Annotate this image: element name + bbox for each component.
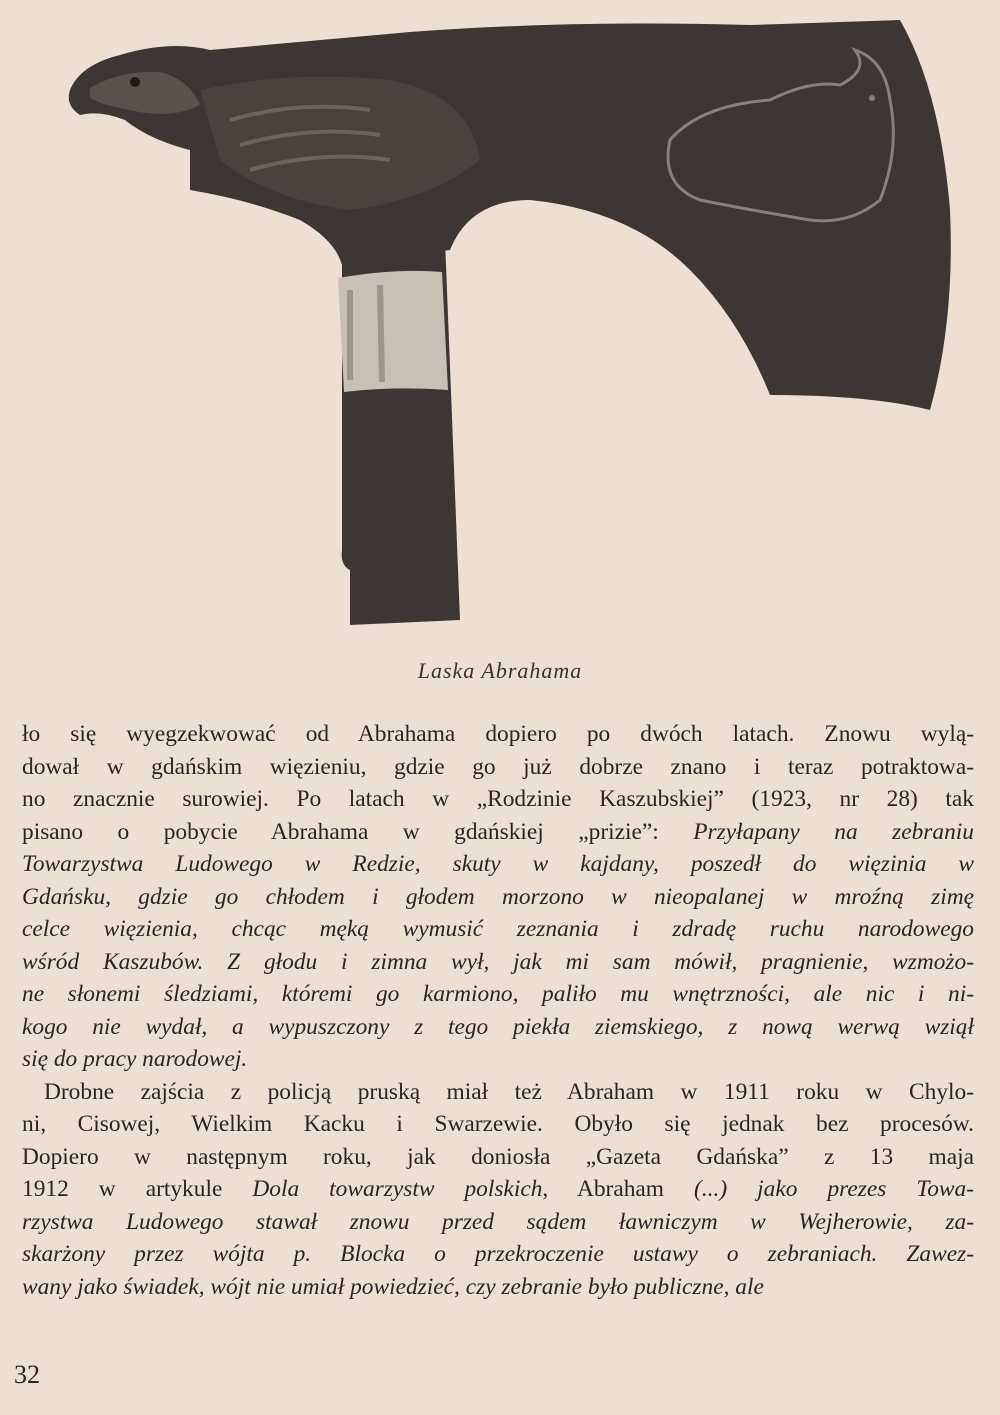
text-line bbox=[22, 1206, 974, 1239]
cane-illustration bbox=[50, 10, 980, 650]
text-line bbox=[22, 978, 974, 1011]
italic-quote: skarżony przez wójta p. Blocka o przekroczenie ustawy o zebraniach. Zawez- bbox=[22, 1241, 974, 1267]
text-run: 1912 w artykule bbox=[22, 1176, 253, 1202]
italic-quote: celce więzienia, chcąc męką wymusić zeznania i zdradę ruchu narodowego bbox=[22, 916, 974, 942]
text-run: , Abraham bbox=[542, 1176, 695, 1202]
text-line bbox=[22, 913, 974, 946]
text-line bbox=[22, 751, 974, 784]
italic-quote: wany jako świadek, wójt nie umiał powiedzieć, czy zebranie było publiczne, ale bbox=[22, 1273, 764, 1300]
page-number: 32 bbox=[14, 1360, 40, 1389]
italic-quote: Gdańsku, gdzie go chłodem i głodem morzono w nieopalanej w mroźną zimę bbox=[22, 883, 974, 910]
text-run: pisano o pobycie Abrahama w gdańskiej „prizie”: bbox=[22, 818, 694, 845]
text-line bbox=[22, 718, 974, 751]
body-text bbox=[22, 718, 974, 1303]
text-line bbox=[22, 1238, 974, 1271]
italic-quote: się do pracy narodowej. bbox=[22, 1046, 248, 1072]
text-run: ło się wyegzekwować od Abrahama dopiero po dwóch latach. Znowu wylą- bbox=[22, 721, 974, 747]
text-line bbox=[22, 848, 974, 881]
text-run: no znacznie surowiej. Po latach w „Rodzinie Kaszubskiej” (1923, nr 28) tak bbox=[22, 786, 974, 812]
text-run: ni, Cisowej, Wielkim Kacku i Swarzewie. Obyło się jednak bez procesów. bbox=[22, 1111, 974, 1137]
text-line bbox=[22, 946, 974, 979]
italic-quote: Przyłapany na zebraniu bbox=[693, 818, 974, 845]
figure-caption: Laska Abrahama bbox=[417, 658, 583, 683]
cane-band bbox=[338, 271, 448, 392]
text-line bbox=[22, 816, 974, 849]
italic-quote: (...) jako prezes Towa- bbox=[694, 1176, 974, 1202]
text-run: Drobne zajścia z policją pruską miał też Abraham w 1911 roku w Chylo- bbox=[44, 1078, 974, 1105]
text-line bbox=[22, 881, 974, 914]
italic-quote: rzystwa Ludowego stawał znowu przed sądem ławniczym w Wejherowie, za- bbox=[22, 1208, 974, 1235]
text-line bbox=[22, 1011, 974, 1044]
text-line bbox=[22, 1141, 974, 1174]
italic-quote: Towarzystwa Ludowego w Redzie, skuty w kajdany, poszedł do więzinia w bbox=[22, 851, 974, 877]
text-line bbox=[22, 1076, 974, 1109]
text-line bbox=[22, 783, 974, 816]
italic-quote: ne słonemi śledziami, któremi go karmiono, paliło mu wnętrzności, ale nic i ni- bbox=[22, 981, 974, 1007]
text-line bbox=[22, 1271, 974, 1304]
italic-quote: wśród Kaszubów. Z głodu i zimna wył, jak mi sam mówił, pragnienie, wzmożo- bbox=[22, 948, 974, 975]
text-run: Dopiero w następnym roku, jak doniosła „Gazeta Gdańska” z 13 maja bbox=[22, 1143, 974, 1170]
text-line bbox=[22, 1173, 974, 1206]
text-run: dował w gdańskim więzieniu, gdzie go już dobrze znano i teraz potraktowa- bbox=[22, 753, 974, 780]
text-line bbox=[22, 1043, 974, 1076]
italic-quote: Dola towarzystw polskich bbox=[252, 1176, 543, 1202]
cane-head bbox=[69, 20, 951, 410]
text-line bbox=[22, 1108, 974, 1141]
italic-quote: kogo nie wydał, a wypuszczony z tego piekła ziemskiego, z nową werwą wziął bbox=[22, 1013, 974, 1040]
cane-photo bbox=[50, 10, 980, 650]
paragraph bbox=[22, 718, 974, 1076]
paragraph bbox=[22, 1076, 974, 1304]
